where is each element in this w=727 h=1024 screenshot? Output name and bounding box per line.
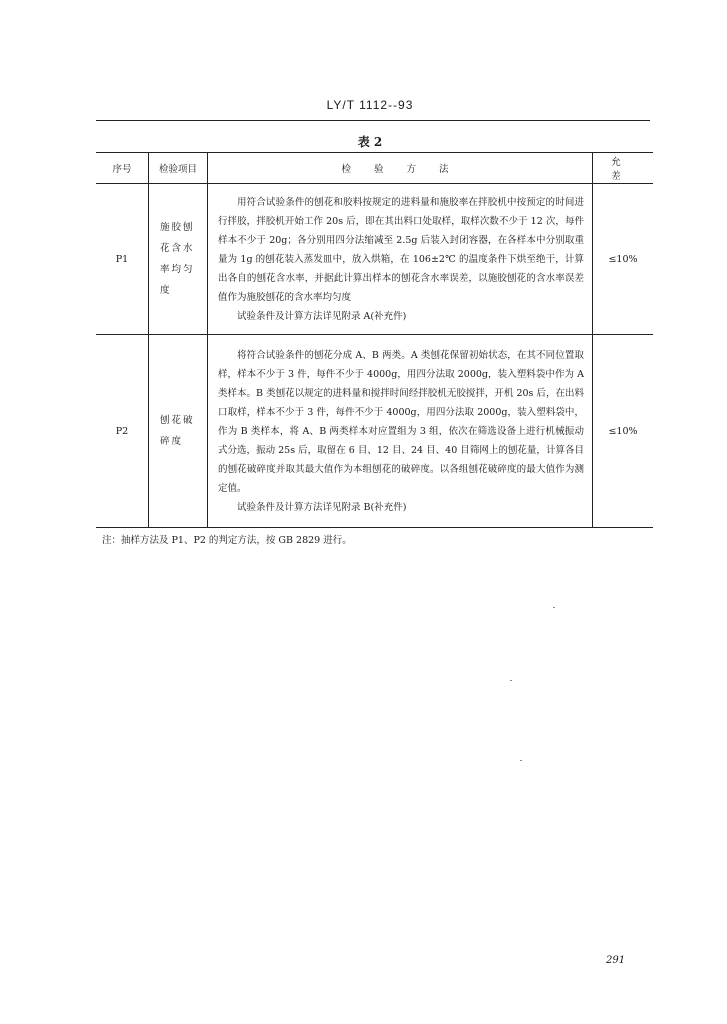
row-method — [208, 184, 593, 335]
row-number: P2 — [96, 335, 149, 528]
test-methods-table — [96, 152, 653, 528]
method-reference: 试验条件及计算方法详见附录 B(补充件) — [237, 501, 407, 513]
table-title: 表 2 — [357, 135, 383, 149]
test-item-label: 施胶刨花含水率均匀度 — [160, 222, 195, 296]
page-number: 291 — [606, 955, 626, 966]
method-reference: 试验条件及计算方法详见附录 A(补充件) — [237, 310, 407, 322]
row-tolerance: ≤10% — [593, 184, 654, 335]
scan-speck — [520, 760, 522, 761]
header-rule — [96, 120, 650, 121]
table-row — [96, 335, 653, 528]
column-header-item: 检验项目 — [149, 153, 208, 184]
scan-speck — [510, 680, 512, 681]
row-test-item — [149, 335, 208, 528]
column-header-tolerance: 允 差 — [593, 153, 654, 184]
test-item-label: 刨花破碎度 — [160, 415, 195, 447]
method-paragraph: 用符合试验条件的刨花和胶料按规定的进料量和施胶率在拌胶机中按预定的时间进行拌胶，拌胶机开始工作 20s 后，即在其出料口处取样，取样次数不少于 12 次，每件样本不少于 20g；各分别用四分法缩减至 2.5g 后装入封闭容器，在各样本中分别取重量为 1g 的刨花装入蒸发皿中，放入烘箱，在 106±2℃ 的温度条件下烘至绝干，计算出各自的刨花含水率，并据此计算出样本的刨花含水率误差，以施胶刨花的含水率误差值作为施胶刨花的含水率均匀度 — [218, 196, 584, 303]
table-header-row — [96, 153, 653, 184]
row-method — [208, 335, 593, 528]
row-number: P1 — [96, 184, 149, 335]
table-footnote: 注：抽样方法及 P1、P2 的判定方法，按 GB 2829 进行。 — [102, 535, 352, 546]
standard-number-header: LY/T 1112--93 — [326, 98, 414, 112]
row-test-item — [149, 184, 208, 335]
table-row — [96, 184, 653, 335]
column-header-no: 序号 — [96, 153, 149, 184]
method-paragraph: 将符合试验条件的刨花分成 A、B 两类。A 类刨花保留初始状态，在其不同位置取样，样本不少于 3 件，每件不少于 4000g，用四分法取 2000g，装入塑料袋中作为 A 类样本。B 类刨花以规定的进料量和搅拌时间经拌胶机无胶搅拌，开机 20s 后，在出料口取样，样本不少于 3 件，每件不少于 4000g，用四分法取 2000g，装入塑料袋中，作为 B 类样本，将 A、B 两类样本对应置组为 3 组，依次在筛选设备上进行机械振动式分选，振动 25s 后，取留在 6 目、12 目、24 目、40 目筛网上的刨花量，计算各目的刨花破碎度并取其最大值作为本组刨花的破碎度。以各组刨花破碎度的最大值作为测定值。 — [218, 349, 584, 494]
row-tolerance: ≤10% — [593, 335, 654, 528]
scan-speck — [553, 607, 555, 608]
column-header-method: 检 验 方 法 — [208, 153, 593, 184]
